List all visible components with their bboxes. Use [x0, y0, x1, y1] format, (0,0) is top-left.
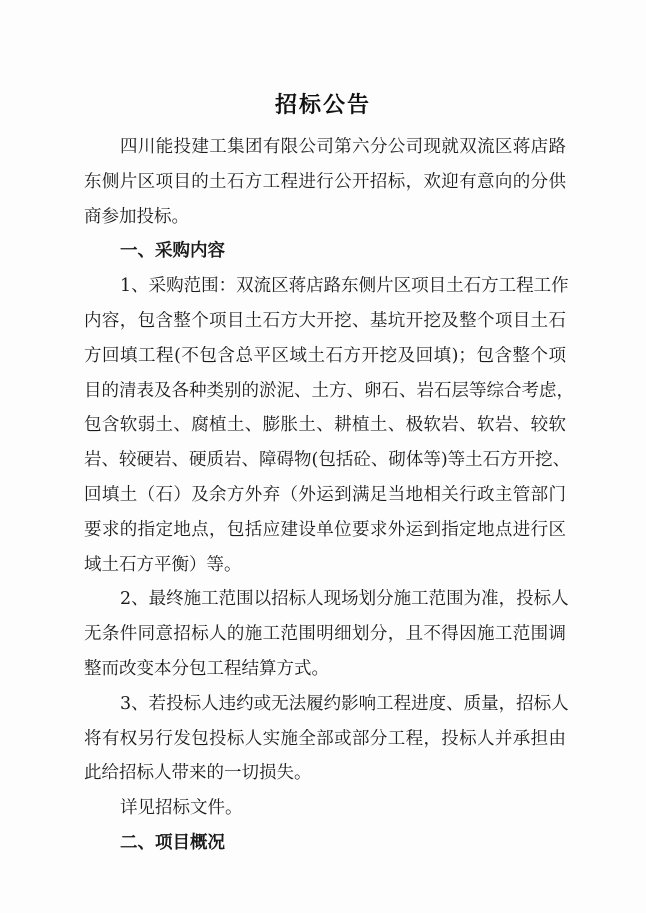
- intro-line-2: 东侧片区项目的土石方工程进行公开招标，欢迎有意向的分供: [84, 171, 566, 192]
- item-1-line-2: 内容，包含整个项目土石方大开挖、基坑开挖及整个项目土石: [84, 310, 566, 331]
- item-2-paragraph: [84, 582, 569, 686]
- section-2-heading: 二、项目概况: [120, 832, 225, 853]
- see-tender-document-note: 详见招标文件。: [120, 798, 243, 819]
- item-1-line-7: 回填土（石）及余方外弃（外运到满足当地相关行政主管部门: [84, 484, 566, 505]
- page-title: 招标公告: [274, 93, 371, 118]
- section-1-heading: 一、采购内容: [120, 241, 225, 262]
- intro-paragraph: [84, 130, 566, 234]
- item-3-paragraph: [84, 687, 569, 791]
- item-1-paragraph: [84, 269, 574, 582]
- item-1-line-3: 方回填工程(不包含总平区域土石方开挖及回填)；包含整个项: [84, 345, 566, 366]
- document-body: [84, 130, 574, 861]
- item-1-line-8: 要求的指定地点，包括应建设单位要求外运到指定地点进行区: [84, 519, 566, 540]
- item-1-line-1: 1、采购范围：双流区蒋店路东侧片区项目土石方工程工作: [120, 276, 569, 297]
- item-3-line-3: 此给招标人带来的一切损失。: [84, 763, 312, 784]
- item-1-line-6: 岩、较硬岩、硬质岩、障碍物(包括砼、砌体等)等土石方开挖、: [84, 450, 571, 471]
- item-3-line-1: 3、若投标人违约或无法履约影响工程进度、质量，招标人: [120, 693, 569, 714]
- item-2-line-3: 整而改变本分包工程结算方式。: [84, 658, 329, 679]
- intro-line-3: 商参加投标。: [84, 206, 189, 227]
- item-1-line-4: 目的清表及各种类别的淤泥、土方、卵石、岩石层等综合考虑，: [84, 380, 574, 401]
- item-3-line-2: 将有权另行发包投标人实施全部或部分工程，投标人并承担由: [84, 728, 566, 749]
- item-2-line-2: 无条件同意招标人的施工范围明细划分，且不得因施工范围调: [84, 624, 566, 645]
- intro-line-1: 四川能投建工集团有限公司第六分公司现就双流区蒋店路: [120, 137, 566, 157]
- item-1-line-9: 域土石方平衡）等。: [84, 554, 242, 575]
- item-1-line-5: 包含软弱土、腐植土、膨胀土、耕植土、极软岩、软岩、较软: [84, 415, 566, 436]
- item-2-line-1: 2、最终施工范围以招标人现场划分施工范围为准，投标人: [120, 589, 569, 610]
